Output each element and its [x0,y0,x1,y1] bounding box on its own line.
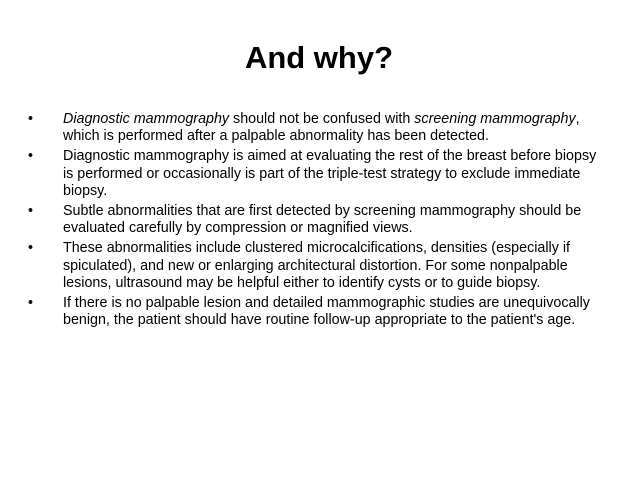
bullet-text-run: These abnormalities include clustered microcalcifications, densities (especially if spiculated), and new or enlarging architectural distortion. For some nonpalpable lesions, ultrasound may be helpful either to identify cysts or to guide biopsy. [63,240,570,291]
bullet-text-italic: Diagnostic mammography [63,111,230,127]
bullet-text-run: , which is performed after a palpable abnormality has been detected. [63,111,580,145]
bullet-icon: • [28,148,34,165]
bullet-item [28,240,608,292]
bullet-text [63,203,581,236]
bullet-icon: • [28,111,34,127]
bullet-text-italic: screening mammography [414,111,576,127]
bullet-text-run: Diagnostic mammography is aimed at evaluating the rest of the breast before biopsy is performed or occasionally is part of the triple-test strategy to exclude immediate biopsy. [63,148,597,199]
bullet-icon: • [28,295,34,312]
bullet-list [28,111,608,332]
bullet-item [28,111,608,145]
bullet-item [28,148,608,200]
bullet-text [63,148,596,198]
bullet-icon: • [28,203,34,220]
bullet-text-run: Subtle abnormalities that are first detected by screening mammography should be evaluated carefully by compression or magnified views. [63,203,582,237]
bullet-text-run: should not be confused with [229,111,415,127]
bullet-text [63,240,570,290]
bullet-item [28,203,608,237]
bullet-text-run: If there is no palpable lesion and detailed mammographic studies are unequivocally benign, the patient should have routine follow-up appropriate to the patient's age. [63,295,590,329]
bullet-text [63,111,580,144]
slide-title: And why? [244,40,394,75]
bullet-item [28,295,608,329]
bullet-text [63,295,590,328]
bullet-icon: • [28,240,34,257]
